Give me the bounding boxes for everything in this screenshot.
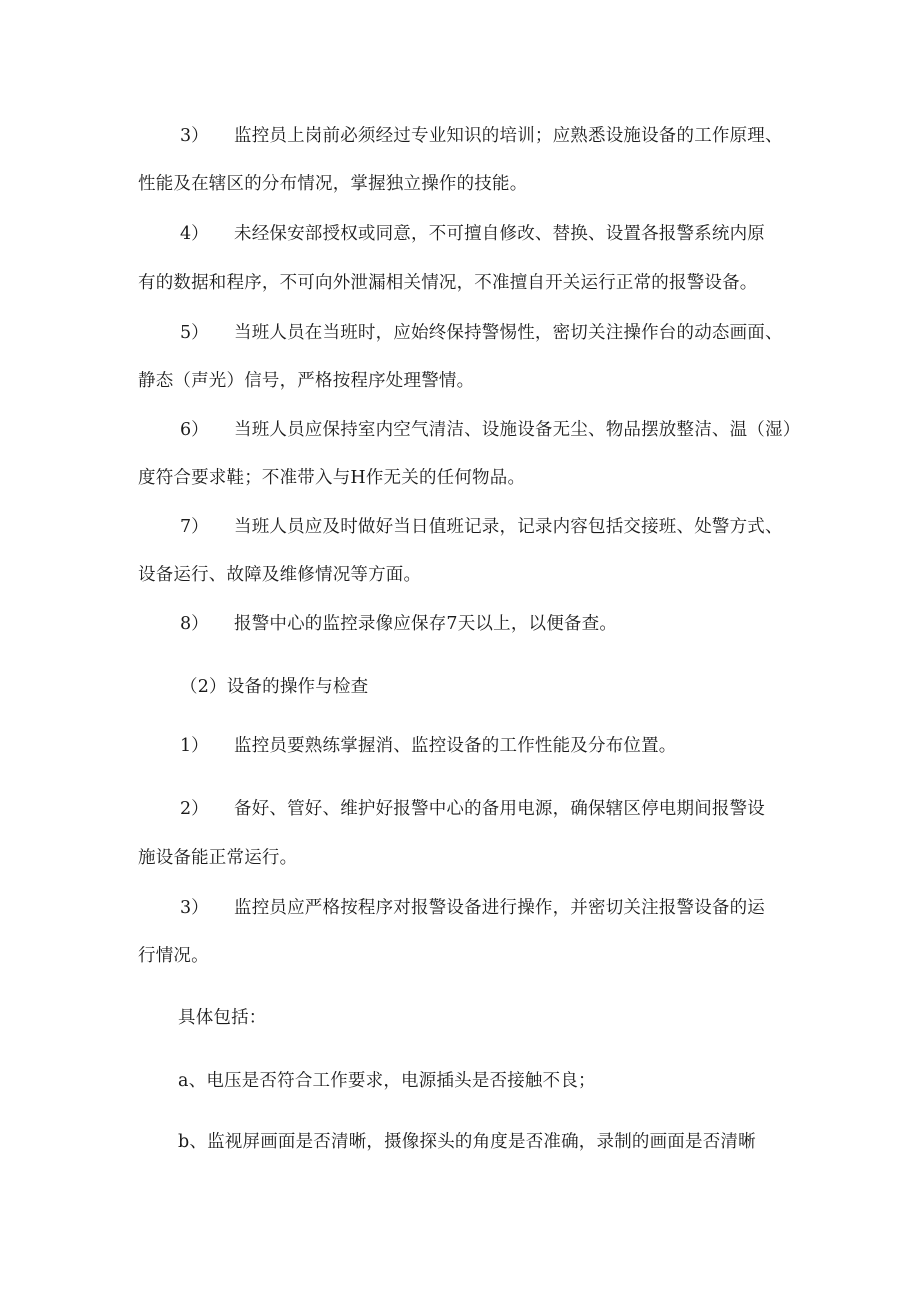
paragraph-line: 监控员要熟练掌握消、监控设备的工作性能及分布位置。 [234, 736, 677, 756]
paragraph-line: 性能及在辖区的分布情况，掌握独立操作的技能。 [138, 174, 528, 194]
paragraph-line: 设备运行、故障及维修情况等方面。 [138, 565, 422, 585]
paragraph-line: 当班人员应及时做好当日值班记录，记录内容包括交接班、处警方式、 [234, 517, 783, 537]
section-heading: （2）设备的操作与检查 [180, 677, 369, 697]
paragraph-line: 备好、管好、维护好报警中心的备用电源，确保辖区停电期间报警设 [234, 799, 765, 819]
item-number: 4） [180, 224, 209, 244]
item-number: 5） [180, 323, 209, 343]
paragraph-line: 施设备能正常运行。 [138, 848, 298, 868]
paragraph-line: 未经保安部授权或同意，不可擅自修改、替换、设置各报警系统内原 [234, 224, 765, 244]
item-number: 1） [180, 736, 209, 756]
paragraph-line: 当班人员在当班时，应始终保持警惕性，密切关注操作台的动态画面、 [234, 323, 783, 343]
paragraph-line: 度符合要求鞋；不准带入与H作无关的任何物品。 [138, 468, 526, 488]
item-number: 3） [180, 126, 209, 146]
item-number: 2） [180, 799, 209, 819]
paragraph-line: 当班人员应保持室内空气清洁、设施设备无尘、物品摆放整洁、温（湿） [234, 420, 801, 440]
item-number: 6） [180, 420, 209, 440]
paragraph-line: 监控员上岗前必须经过专业知识的培训；应熟悉设施设备的工作原理、 [234, 126, 783, 146]
item-number: 8） [180, 614, 209, 634]
paragraph-line: 静态（声光）信号，严格按程序处理警情。 [138, 371, 475, 391]
list-intro: 具体包括： [178, 1008, 267, 1028]
sub-item-a: a、电压是否符合工作要求，电源插头是否接触不良； [178, 1071, 596, 1091]
paragraph-line: 监控员应严格按程序对报警设备进行操作，并密切关注报警设备的运 [234, 898, 765, 918]
item-number: 7） [180, 517, 209, 537]
paragraph-line: 行情况。 [138, 946, 209, 966]
paragraph-line: 有的数据和程序，不可向外泄漏相关情况，不准擅自开关运行正常的报警设备。 [138, 273, 758, 293]
sub-item-b: b、监视屏画面是否清晰，摄像探头的角度是否准确，录制的画面是否清晰 [178, 1132, 756, 1152]
paragraph-line: 报警中心的监控录像应保存7天以上，以便备查。 [234, 614, 618, 634]
item-number: 3） [180, 898, 209, 918]
